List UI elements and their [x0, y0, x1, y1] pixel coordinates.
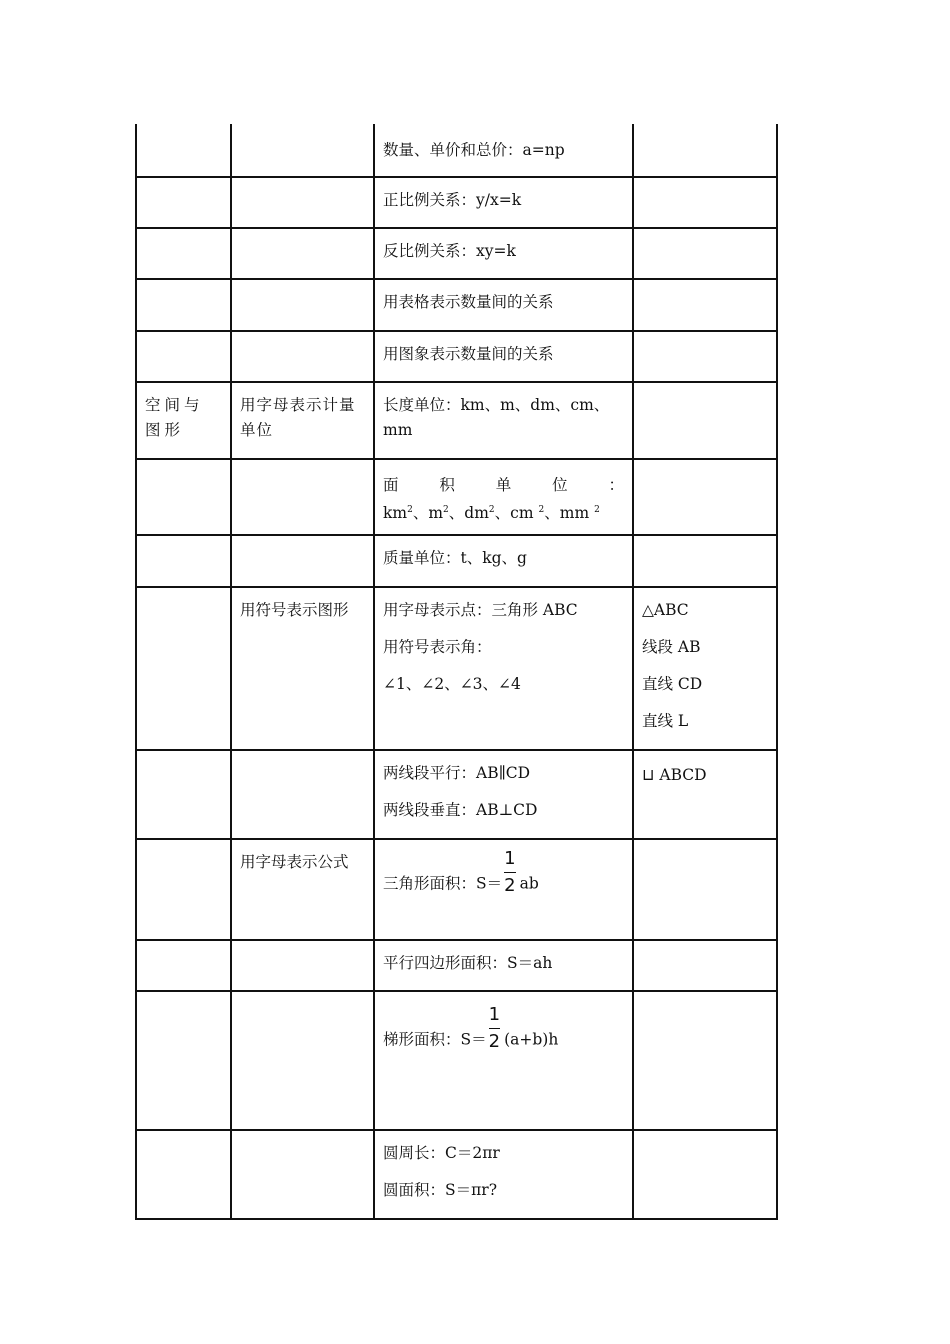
table-cell [136, 750, 231, 839]
table-cell [136, 991, 231, 1130]
unit-text: m [428, 504, 444, 522]
cell-text: 平行四边形面积：S＝ah [383, 954, 553, 972]
table-cell [374, 750, 633, 839]
table-row [136, 587, 777, 750]
table-cell [633, 124, 777, 177]
fraction-numerator: 1 [504, 848, 516, 869]
table-cell [633, 279, 777, 331]
cell-text: 用字母表示点：三角形 ABC [383, 601, 578, 619]
table-cell [136, 228, 231, 279]
table-cell [633, 940, 777, 991]
table-cell [374, 940, 633, 991]
unit-text: cm [510, 504, 534, 522]
table-cell [633, 991, 777, 1130]
cell-text: ∠1、∠2、∠3、∠4 [383, 675, 521, 693]
table-cell [374, 279, 633, 331]
cell-text: 圆周长：C＝2πr [383, 1144, 500, 1162]
unit-separator: 、 [448, 504, 465, 522]
table-cell [231, 228, 374, 279]
table-cell [231, 124, 374, 177]
example-text: ABCD [659, 766, 707, 784]
table-cell [231, 1130, 374, 1219]
cell-text: 用表格表示数量间的关系 [383, 293, 554, 311]
subcategory-label: 用符号表示图形 [240, 601, 349, 619]
table-row [136, 991, 777, 1130]
table-cell [136, 279, 231, 331]
cell-text: 两线段平行：AB∥CD [383, 764, 531, 782]
area-word: 单 [495, 476, 512, 494]
table-row [136, 750, 777, 839]
table-cell [231, 839, 374, 940]
table-cell [136, 940, 231, 991]
table-row [136, 535, 777, 587]
table-row [136, 382, 777, 459]
table-cell [136, 382, 231, 459]
table-cell [633, 1130, 777, 1219]
table-cell [374, 1130, 633, 1219]
table-cell [231, 535, 374, 587]
fraction-denominator: 2 [504, 875, 516, 896]
table-cell [374, 459, 633, 535]
area-units [383, 498, 624, 526]
table-row [136, 1130, 777, 1219]
table-cell [633, 228, 777, 279]
table-row [136, 228, 777, 279]
fraction [489, 1006, 500, 1051]
fraction-bar [504, 872, 515, 873]
unit-separator: 、 [494, 504, 511, 522]
parallelogram-icon: ⊔ [642, 765, 655, 784]
table-cell [633, 177, 777, 228]
table-cell [374, 382, 633, 459]
formula-text: ab [519, 874, 539, 893]
table-cell [633, 535, 777, 587]
table-cell [231, 382, 374, 459]
formula-text: 梯形面积：S＝ [383, 1030, 487, 1049]
unit-exponent: 2 [443, 505, 449, 515]
cell-text: 圆面积：S＝πr? [383, 1181, 498, 1199]
subcategory-label: 用字母表示公式 [240, 853, 349, 871]
unit-exponent: 2 [407, 505, 413, 515]
table-row [136, 839, 777, 940]
table-cell [231, 279, 374, 331]
trapezoid-area-formula [383, 1004, 624, 1063]
subcategory-label: 用字母表示计量单位 [240, 396, 356, 439]
table-cell [136, 1130, 231, 1219]
math-symbols-table [135, 124, 778, 1220]
table-cell [136, 177, 231, 228]
table-row [136, 279, 777, 331]
table-cell [374, 587, 633, 750]
table-cell [374, 991, 633, 1130]
unit-text: dm [464, 504, 489, 522]
table-cell [633, 331, 777, 382]
table-cell [231, 587, 374, 750]
table-cell [136, 587, 231, 750]
table-cell [374, 331, 633, 382]
table-cell [136, 459, 231, 535]
table-row [136, 124, 777, 177]
cell-text: 长度单位：km、m、dm、cm、mm [383, 396, 610, 439]
table-row [136, 940, 777, 991]
table-cell [136, 839, 231, 940]
cell-text: 正比例关系：y/x=k [383, 191, 522, 209]
unit-separator: 、 [412, 504, 429, 522]
area-word: 面 [383, 476, 399, 494]
cell-text: 用图象表示数量间的关系 [383, 345, 554, 363]
cell-text: 用符号表示角： [383, 638, 492, 656]
unit-exponent: 2 [594, 505, 600, 515]
fraction-denominator: 2 [488, 1031, 501, 1052]
unit-exponent: 2 [488, 505, 495, 515]
table-cell [633, 459, 777, 535]
table-row [136, 331, 777, 382]
unit-exponent: 2 [538, 505, 545, 515]
triangle-area-formula [383, 848, 624, 907]
table-cell [374, 177, 633, 228]
parallelogram-example [642, 761, 768, 788]
table-cell [374, 839, 633, 940]
fraction [504, 850, 515, 895]
table-cell [633, 382, 777, 459]
table-cell [231, 750, 374, 839]
formula-text: (a+b)h [504, 1030, 559, 1049]
unit-text: mm [559, 504, 590, 522]
table-cell [136, 331, 231, 382]
category-label: 空间与图形 [145, 396, 204, 439]
table-cell [633, 750, 777, 839]
example-text: 直线 CD [642, 675, 703, 693]
cell-text: 反比例关系：xy=k [383, 242, 516, 260]
table-cell [231, 991, 374, 1130]
table-cell [231, 177, 374, 228]
area-word: 积 [439, 476, 455, 494]
cell-text: 数量、单价和总价：a=np [383, 141, 565, 159]
table-cell [374, 124, 633, 177]
table-row [136, 177, 777, 228]
table-cell [231, 331, 374, 382]
area-word: ： [608, 476, 624, 494]
cell-text: 质量单位：t、kg、g [383, 549, 527, 567]
area-unit-heading [383, 473, 624, 498]
table-cell [374, 228, 633, 279]
table-row [136, 459, 777, 535]
example-text: △ABC [642, 601, 689, 619]
fraction-numerator: 1 [488, 1004, 501, 1025]
table-cell [231, 459, 374, 535]
table-cell [374, 535, 633, 587]
table-cell [136, 535, 231, 587]
example-text: 直线 L [642, 712, 689, 730]
fraction-bar [489, 1028, 500, 1029]
unit-text: km [383, 504, 408, 522]
cell-text: 两线段垂直：AB⊥CD [383, 801, 538, 819]
table-cell [633, 839, 777, 940]
formula-text: 三角形面积：S＝ [383, 874, 503, 893]
unit-separator: 、 [544, 504, 560, 522]
area-word: 位 [552, 476, 568, 494]
example-text: 线段 AB [642, 638, 701, 656]
table-cell [633, 587, 777, 750]
table-cell [136, 124, 231, 177]
table-cell [231, 940, 374, 991]
